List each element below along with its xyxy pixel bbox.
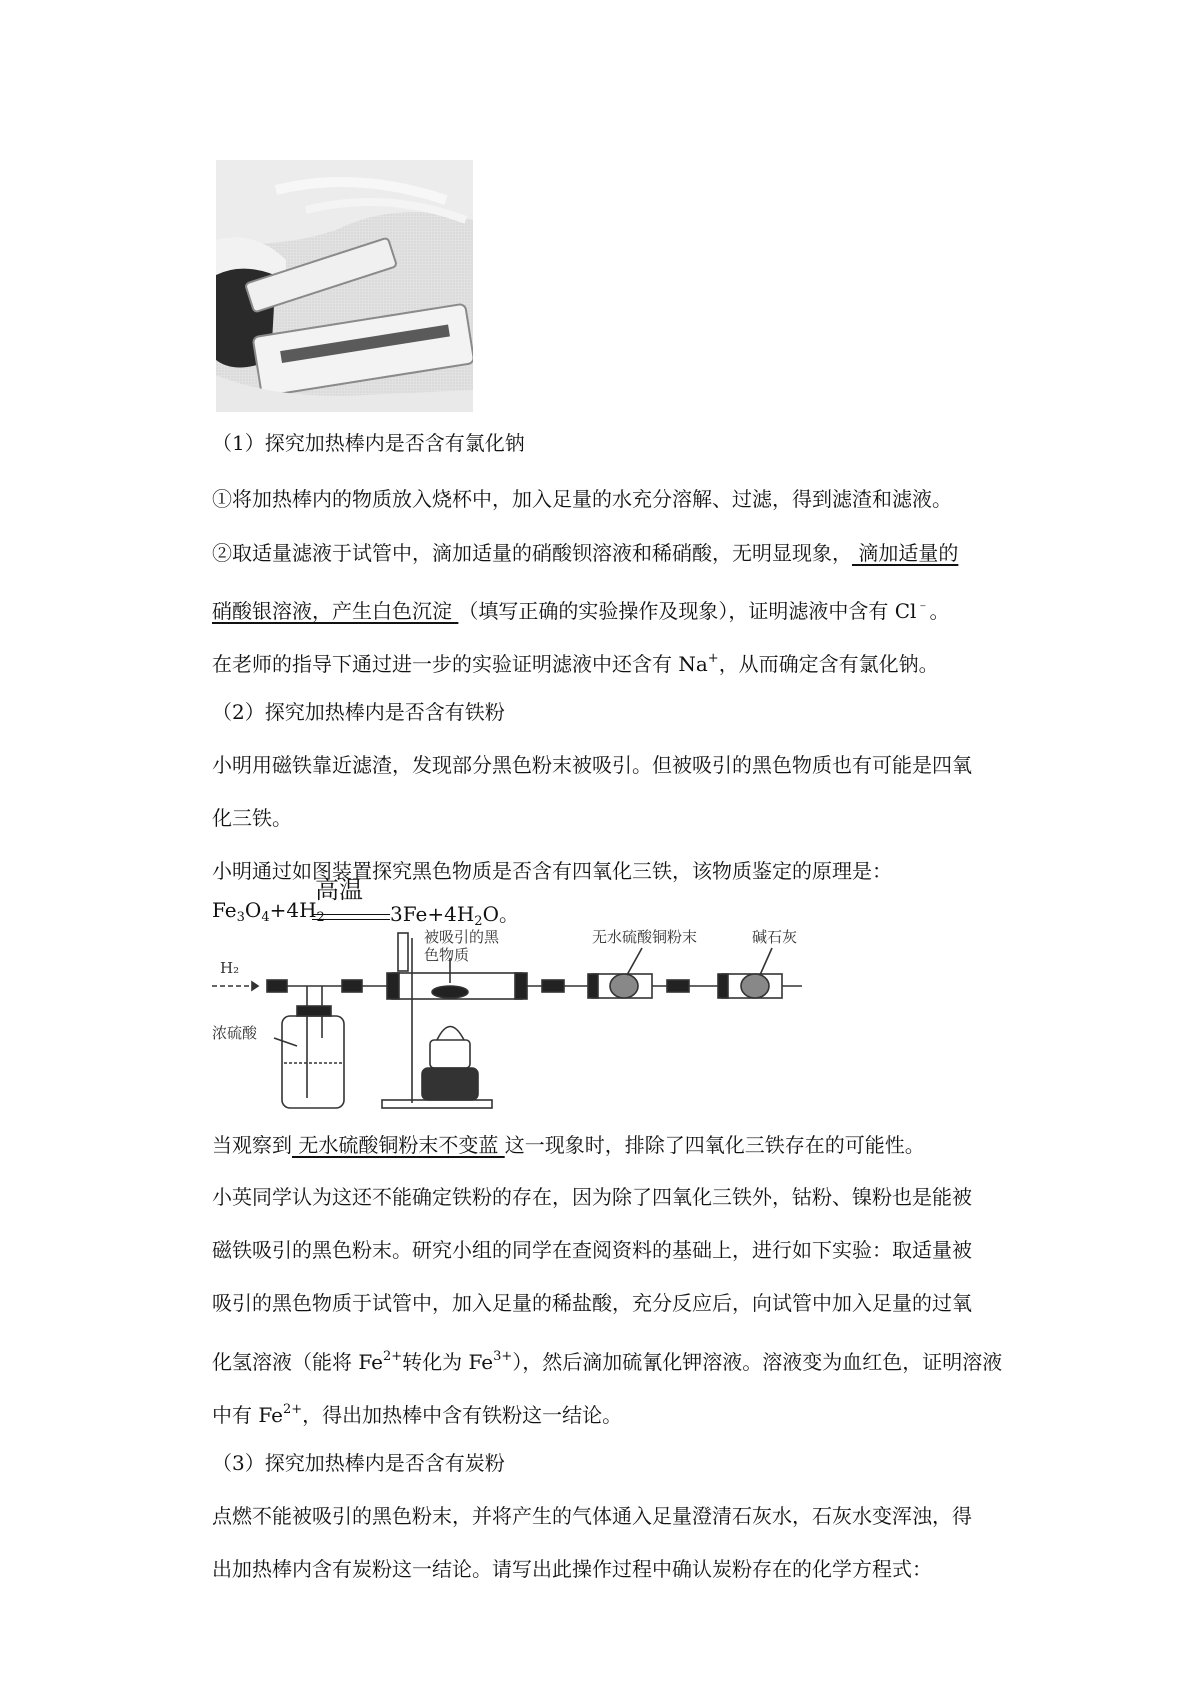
heating-rod-photo (216, 160, 473, 412)
step2-suffix: （填写正确的实验操作及现象），证明滤液中含有 Cl (458, 599, 917, 623)
lhs-sub2: 2 (316, 910, 325, 925)
label-sample-line1: 被吸引的黑 (424, 928, 500, 946)
label-concentrated-acid: 浓硫酸 (212, 1024, 258, 1042)
section1-step2-line1 (212, 540, 958, 566)
line5-a: 中有 Fe (212, 1403, 283, 1427)
rhs-sub2: 2 (474, 914, 483, 929)
section2-para3-line2: 磁铁吸引的黑色粉末。研究小组的同学在查阅资料的基础上，进行如下实验：取适量被 (212, 1238, 972, 1262)
section3-line2: 出加热棒内含有炭粉这一结论。请写出此操作过程中确认炭粉存在的化学方程式： (212, 1557, 932, 1581)
cl-charge: ﹣ (916, 598, 930, 613)
apparatus-diagram (212, 928, 872, 1118)
observation-line (212, 1132, 925, 1158)
line4-a: 化氢溶液（能将 Fe (212, 1350, 383, 1374)
section2-heading: （2）探究加热棒内是否含有铁粉 (212, 700, 505, 724)
line5-b: ，得出加热棒中含有铁粉这一结论。 (302, 1403, 623, 1427)
section1-step2-line2 (212, 593, 949, 624)
line4-b: 转化为 Fe (402, 1350, 494, 1374)
note-text-b: ，从而确定含有氯化钠。 (718, 652, 939, 676)
section3-heading: （3）探究加热棒内是否含有炭粉 (212, 1451, 505, 1475)
equation-rhs (390, 898, 519, 929)
section1-heading: （1）探究加热棒内是否含有氯化钠 (212, 431, 525, 455)
section2-para2: 小明通过如图装置探究黑色物质是否含有四氧化三铁，该物质鉴定的原理是： (212, 859, 892, 883)
label-h2: H₂ (220, 959, 240, 977)
section2-para3-line5 (212, 1397, 622, 1428)
lhs-sub3: 3 (236, 910, 245, 925)
fe2-charge-2: 2+ (282, 1402, 303, 1417)
note-text-a: 在老师的指导下通过进一步的实验证明滤液中还含有 Na (212, 652, 708, 676)
answer-blank-part2: 硝酸银溶液，产生白色沉淀 (212, 599, 459, 623)
observe-prefix: 当观察到 (212, 1133, 292, 1157)
section2-para1-line1: 小明用磁铁靠近滤渣，发现部分黑色粉末被吸引。但被吸引的黑色物质也有可能是四氧 (212, 753, 972, 777)
lhs-fe: Fe (212, 898, 237, 922)
step2-prefix: ②取适量滤液于试管中，滴加适量的硝酸钡溶液和稀硝酸，无明显现象， (212, 541, 852, 565)
reaction-equation (212, 870, 712, 930)
observe-answer: 无水硫酸铜粉末不变蓝 (292, 1133, 505, 1157)
observe-suffix: 这一现象时，排除了四氧化三铁存在的可能性。 (504, 1133, 925, 1157)
line4-c: ），然后滴加硫氰化钾溶液。溶液变为血红色，证明溶液 (512, 1350, 1003, 1374)
section2-para3-line1: 小英同学认为这还不能确定铁粉的存在，因为除了四氧化三铁外，钴粉、镍粉也是能被 (212, 1185, 972, 1209)
section1-note (212, 646, 939, 677)
fe3-charge: 3+ (493, 1349, 513, 1364)
section1-step1: ①将加热棒内的物质放入烧杯中，加入足量的水充分溶解、过滤，得到滤渣和滤液。 (212, 487, 952, 511)
section2-para1-line2: 化三铁。 (212, 806, 292, 830)
label-sample-line2: 色物质 (424, 946, 470, 964)
answer-blank-part1: 滴加适量的 (852, 541, 959, 565)
lhs-sub4: 4 (261, 910, 270, 925)
equation-condition: 高温 (315, 876, 363, 904)
lhs-h: +4H (269, 898, 317, 922)
equation-lhs (212, 898, 325, 925)
section2-para3-line4 (212, 1344, 1002, 1375)
section2-para3-line3: 吸引的黑色物质于试管中，加入足量的稀盐酸，充分反应后，向试管中加入足量的过氧 (212, 1291, 972, 1315)
na-charge: + (707, 651, 719, 666)
period: 。 (929, 599, 950, 623)
lhs-o: O (244, 898, 262, 922)
rhs-o: O。 (482, 902, 519, 926)
label-soda-lime: 碱石灰 (752, 928, 798, 946)
section3-line1: 点燃不能被吸引的黑色粉末，并将产生的气体通入足量澄清石灰水，石灰水变浑浊，得 (212, 1504, 972, 1528)
fe2-charge: 2+ (382, 1349, 403, 1364)
rhs-fe-h: 3Fe+4H (390, 902, 475, 926)
label-cuso4: 无水硫酸铜粉末 (592, 928, 698, 946)
